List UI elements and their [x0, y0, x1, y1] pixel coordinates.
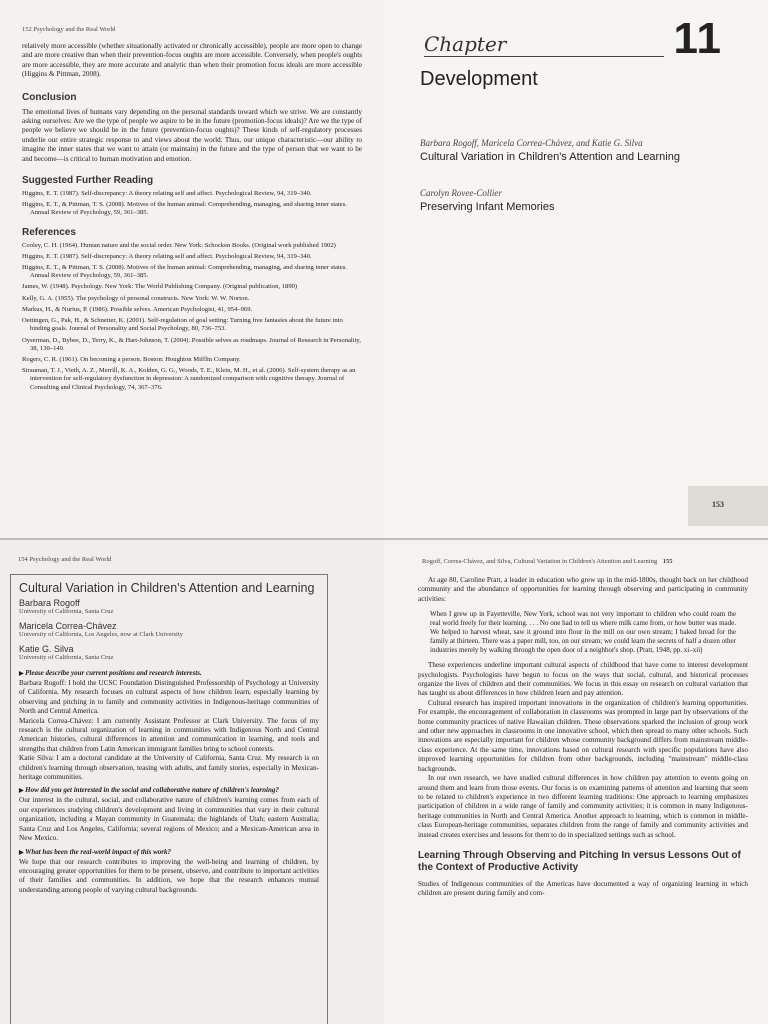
- page-155: [384, 540, 768, 1024]
- running-head: 152 Psychology and the Real World: [22, 26, 116, 33]
- entry-title: Cultural Variation in Children's Attention and Learning: [420, 151, 680, 163]
- reference-item: James, W. (1948). Psychology. New York: The World Publishing Company. (Original publication, 1890): [22, 283, 298, 291]
- author-name: Katie G. Silva: [19, 644, 74, 654]
- block-quote: When I grew up in Fayetteville, New York, school was not very important to children who could roam the real world freely for their learning. . . . No one had to tell us where milk came from, or how butter was made. We helped to harvest wheat, saw it ground into flour in the mill on our own stream; I baked bread for the family at thirteen. There was a paper mill, too, on our stream; we could learn the secrets of half a dozen other industries merely by walking through the open door of a neighbor's shop. (Pratt, 1948, pp. xi–xii): [430, 610, 736, 655]
- chapter-rule: [424, 56, 664, 57]
- intro-paragraph: relatively more accessible (whether situationally activated or chronically accessible), people are more open to change and are more creative than when their prevention-focus oughts are more accessible. Conversely, when people's oughts are more accessible, they are more accurate and analytic than when their promotion focus ideals are more accessible (Higgins & Pittman, 2008).: [22, 42, 362, 79]
- author-block: [19, 598, 319, 615]
- body-paragraph: Studies of Indigenous communities of the Americas have documented a way of organizing learning in which children are present during family and com-: [418, 879, 748, 898]
- box-title: Cultural Variation in Children's Attention and Learning: [19, 581, 315, 595]
- interview-answer: We hope that our research contributes to improving the well-being and learning of children, by encouraging greater opportunities for them to be present, observe, and contribute to important activities of their families and communities. In addition, we hope that the research enhances mutual understanding among people of varying cultural backgrounds.: [19, 857, 319, 894]
- further-reading-heading: Suggested Further Reading: [22, 175, 154, 187]
- reference-item: Markus, H., & Nurius, P. (1986). Possible selves. American Psychologist, 41, 954–969.: [22, 305, 253, 313]
- further-reading-item: Higgins, E. T., & Pittman, T. S. (2008). Motives of the human animal: Comprehending, managing, and sharing inner states. Annual Review of Psychology, 59, 361–385.: [22, 201, 347, 217]
- further-reading-list: [22, 190, 362, 218]
- references-list: [22, 242, 362, 392]
- reference-item: Rogers, C. R. (1961). On becoming a person. Boston: Houghton Mifflin Company.: [22, 355, 241, 363]
- author-block: [19, 644, 319, 661]
- chapter-label: Chapter: [424, 32, 507, 56]
- reference-item: Oyserman, D., Bybee, D., Terry, K., & Hart-Johnson, T. (2004). Possible selves as roadmaps. Journal of Research in Personality, 38, 130–149.: [22, 336, 361, 352]
- entry-authors: Barbara Rogoff, Maricela Correa-Chávez, and Katie G. Silva: [420, 138, 643, 148]
- reference-item: Kelly, G. A. (1955). The psychology of personal constructs. New York: W. W. Norton.: [22, 294, 250, 302]
- interview-answer: Barbara Rogoff: I hold the UCSC Foundation Distinguished Professorship of Psychology at University of California. My research focuses on cultural aspects of how children learn, especially learning by observing and pitching in to family and community activities in Indigenous-heritage communities of North and Central America.: [19, 679, 319, 716]
- author-affiliation: University of California, Santa Cruz: [19, 654, 114, 661]
- interview-answer: Maricela Correa-Chávez: I am currently Assistant Professor at Clark University. The focus of my research is the cultural organization of learning in communities with Indigenous North and Central American histories, cultural differences in attention and communication in learning, and tools and strengths that children from Latin American immigrant families bring to school contexts.: [19, 716, 319, 753]
- page-number: 153: [712, 500, 724, 509]
- running-head-text: Rogoff, Correa-Chávez, and Silva, Cultural Variation in Children's Attention and Learning: [422, 558, 658, 565]
- conclusion-paragraph: The emotional lives of humans vary depending on the personal standards toward which we strive. We are constantly asking ourselves: Are we the type of people we aspire to be in the future (promotion-focus ideals)? Are we the type of people we believe we should be in the future (prevention-focus oughts)? These kinds of self-regulatory processes underlie our entire strategic response to and views about the world. Thus, our unique characteristic—our ability to imagine the inner states that we want to attain (or maintain) in the future and the type of person that we want to be and become—is critical to human motivation and emotion.: [22, 107, 362, 163]
- author-affiliation: University of California, Los Angeles, now at Clark University: [19, 631, 183, 638]
- interview-question: ▶ How did you get interested in the social and collaborative nature of children's learning?: [19, 786, 319, 796]
- interview-answer: Katie Silva: I am a doctoral candidate at the University of California, Santa Cruz. My research is on children's learning through observation, teasing with adults, and family stories, especially in Mexican-heritage communities.: [19, 754, 319, 782]
- intro-paragraph: At age 80, Caroline Pratt, a leader in education who grew up in the mid-1800s, thought back on her childhood community and the abundance of opportunities for learning through observing and participating in community activities:: [418, 576, 748, 603]
- author-block: [19, 621, 319, 638]
- section-heading: Learning Through Observing and Pitching In versus Lessons Out of the Context of Productive Activity: [418, 849, 741, 873]
- page-152: [0, 0, 384, 540]
- author-name: Maricela Correa-Chávez: [19, 621, 117, 631]
- chapter-title: Development: [420, 68, 538, 90]
- interview-question: ▶ Please describe your current positions and research interests.: [19, 669, 319, 679]
- entry-authors: Carolyn Rovee-Collier: [420, 188, 502, 198]
- body-paragraph: In our own research, we have studied cultural differences in how children pay attention to events going on around them and learn from those events. Our focus is on examining patterns of attention and learning that seem to be related to children's experience in two different learning traditions: One approach to learning emphasizes participation of children in a wide range of family and community activities; it is common in many Indigenous-heritage communities in North and Central America. Another approach to learning, which is common in middle-class European-heritage communities, separates children from the range of family and community activities and instead creates exercises and lessons for them to do in specialized settings such as school.: [418, 774, 748, 839]
- reference-item: Strauman, T. J., Vieth, A. Z., Merrill, K. A., Kolden, G. G., Woods, T. E., Klein, M. H., et al. (2006). Self-system therapy as an intervention for self-regulatory dysfunction in depression: A randomized comparison with cognitive therapy. Journal of Consulting and Clinical Psychology, 74, 367–376.: [22, 367, 356, 391]
- chapter-entry: [420, 188, 740, 214]
- page-number: 155: [662, 558, 673, 565]
- reference-item: Higgins, E. T. (1987). Self-discrepancy: A theory relating self and affect. Psychological Review, 94, 319–340.: [22, 252, 312, 260]
- interview-question: ▶ What has been the real-world impact of this work?: [19, 848, 319, 858]
- author-name: Barbara Rogoff: [19, 598, 80, 608]
- reference-item: Oettingen, G., Pak, H., & Schnetter, K. (2001). Self-regulation of goal setting: Turning free fantasies about the future into binding goals. Journal of Personality and Social Psychology, 80, 736–753.: [22, 317, 343, 333]
- further-reading-item: Higgins, E. T. (1987). Self-discrepancy: A theory relating self and affect. Psychological Review, 94, 319–340.: [22, 190, 312, 198]
- references-heading: References: [22, 226, 76, 238]
- running-head: 154 Psychology and the Real World: [18, 556, 112, 563]
- author-affiliation: University of California, Santa Cruz: [19, 608, 114, 615]
- running-head: [422, 558, 762, 565]
- reference-item: Higgins, E. T., & Pittman, T. S. (2008). Motives of the human animal: Comprehending, managing, and sharing inner states. Annual Review of Psychology, 59, 361–385.: [22, 264, 347, 280]
- reference-item: Cooley, C. H. (1964). Human nature and the social order. New York: Schocken Books. (Original work published 1902): [22, 241, 336, 249]
- interview-answer: Our interest in the cultural, social, and collaborative nature of children's learning comes from each of our experiences studying children's development and living in communities that vary in their cultural organization, including a Mayan community in Guatemala; the highlands of Utah; eastern Australia; Santa Cruz and Los Angeles, California; several regions of Mexico; and a Mexican-American area in New Mexico.: [19, 796, 319, 843]
- page-153: [384, 0, 768, 540]
- page-number-tab: [688, 486, 768, 526]
- entry-title: Preserving Infant Memories: [420, 201, 555, 213]
- body-paragraph: These experiences underline important cultural aspects of childhood that have come to interest development psychologists. Psychologists have begun to focus on the ways that social, cultural, and historical processes organize the lives of children and their communities. We focus in this essay on research on cultural variation that has taught us about differences in how children learn and pay attention.: [418, 661, 748, 698]
- chapter-entry: [420, 138, 740, 164]
- profile-box: [10, 574, 328, 1024]
- page-154: [0, 540, 384, 1024]
- body-paragraph: Cultural research has inspired important innovations in the organization of children's learning opportunities. For example, the encouragement of collaboration in classrooms was prompted in large part by observations of the home community practices of native Hawaiian children. These observations sparked the inclusion of group work and other new approaches in classrooms in one innovative school, which then spread to many other schools. Such innovations are especially important for children whose community background differs from mainstream middle-class experience. At the same time, innovations based on cultural research with specific populations have also improved learning opportunities for children from other backgrounds, including "mainstream" middle-class backgrounds.: [418, 698, 748, 773]
- conclusion-heading: Conclusion: [22, 91, 77, 103]
- chapter-number: 11: [673, 14, 722, 63]
